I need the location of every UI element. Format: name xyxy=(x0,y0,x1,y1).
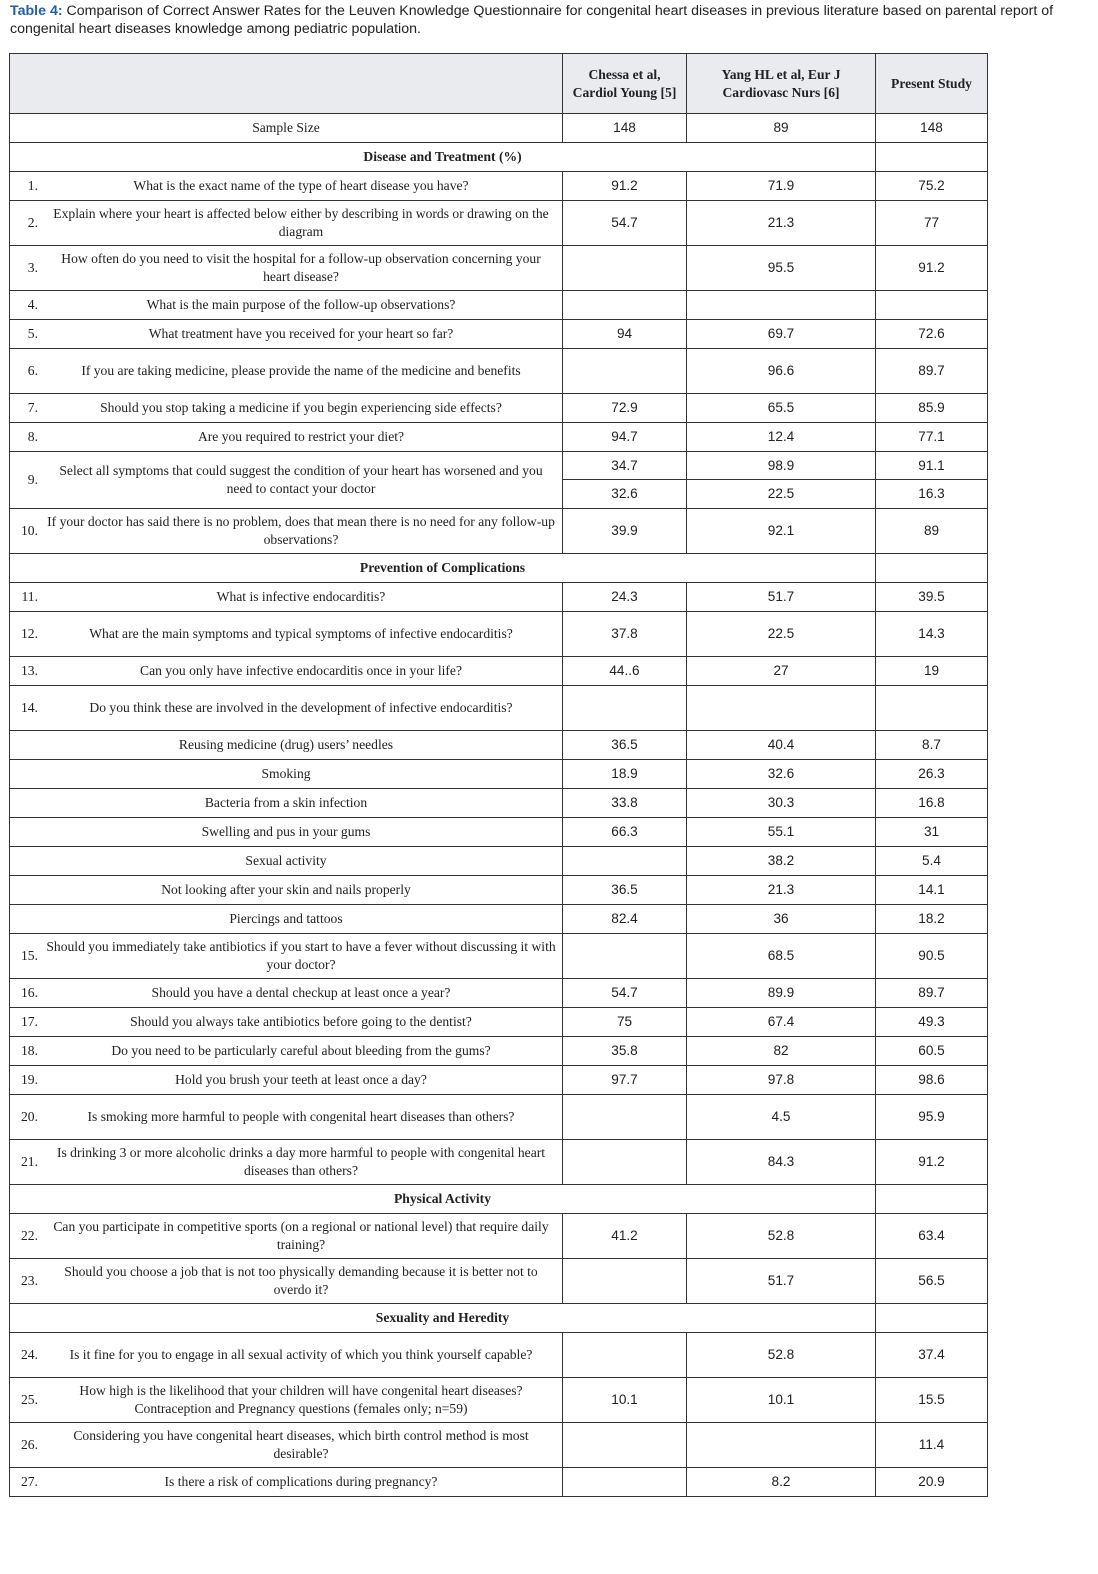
yang-value: 52.8 xyxy=(687,1214,876,1259)
table-row xyxy=(10,934,988,979)
row-label: Smoking xyxy=(261,766,311,781)
question-cell xyxy=(10,246,563,291)
present-value: 8.7 xyxy=(876,731,988,760)
chessa-value: 18.9 xyxy=(563,760,687,789)
present-value: 26.3 xyxy=(876,760,988,789)
chessa-value xyxy=(563,246,687,291)
question-cell xyxy=(10,905,563,934)
chessa-value: 75 xyxy=(563,1008,687,1037)
chessa-value: 41.2 xyxy=(563,1214,687,1259)
section-heading: Physical Activity xyxy=(10,1185,876,1214)
chessa-value xyxy=(563,1259,687,1304)
header-chessa: Chessa et al, Cardiol Young [5] xyxy=(563,54,687,114)
table-row xyxy=(10,657,988,686)
question-text: How high is the likelihood that your children will have congenital heart diseases? Contraception and Pregnancy questions (females only; n=59) xyxy=(79,1383,523,1416)
table-row xyxy=(10,1423,988,1468)
section-heading: Prevention of Complications xyxy=(10,554,876,583)
section-blank-cell xyxy=(876,143,988,172)
question-cell xyxy=(10,1008,563,1037)
question-text: Is drinking 3 or more alcoholic drinks a day more harmful to people with congenital heart diseases than others? xyxy=(56,1145,546,1178)
question-cell xyxy=(10,731,563,760)
yang-value: 55.1 xyxy=(687,818,876,847)
question-cell xyxy=(10,1378,563,1423)
chessa-value xyxy=(563,847,687,876)
yang-value: 69.7 xyxy=(687,320,876,349)
question-number: 27. xyxy=(21,1474,38,1489)
question-number: 18. xyxy=(21,1043,38,1058)
yang-value: 51.7 xyxy=(687,1259,876,1304)
question-cell xyxy=(10,201,563,246)
row-label: Reusing medicine (drug) users’ needles xyxy=(178,737,394,752)
chessa-value xyxy=(563,349,687,394)
table-row xyxy=(10,1066,988,1095)
question-block xyxy=(16,513,556,549)
table-row xyxy=(10,731,988,760)
present-value: 91.2 xyxy=(876,1140,988,1185)
question-text: Is there a risk of complications during pregnancy? xyxy=(164,1474,438,1489)
present-value: 90.5 xyxy=(876,934,988,979)
chessa-value: 37.8 xyxy=(563,612,687,657)
row-label: Swelling and pus in your gums xyxy=(201,824,371,839)
yang-value: 22.5 xyxy=(687,612,876,657)
present-value: 91.1 xyxy=(876,452,988,480)
present-value: 49.3 xyxy=(876,1008,988,1037)
question-text: Do you think these are involved in the development of infective endocarditis? xyxy=(89,700,513,715)
table-header-row xyxy=(10,54,988,114)
table-row xyxy=(10,349,988,394)
yang-value: 27 xyxy=(687,657,876,686)
present-value: 20.9 xyxy=(876,1468,988,1497)
section-blank-cell xyxy=(876,1304,988,1333)
question-number: 22. xyxy=(21,1228,38,1243)
question-block xyxy=(16,177,556,195)
section-blank-cell xyxy=(876,1185,988,1214)
question-text: What is the main purpose of the follow-up observations? xyxy=(146,297,456,312)
question-cell xyxy=(10,423,563,452)
present-value: 89.7 xyxy=(876,979,988,1008)
question-text: Select all symptoms that could suggest the condition of your heart has worsened and you need to contact your doctor xyxy=(59,463,543,496)
question-number: 21. xyxy=(21,1154,38,1169)
question-block xyxy=(16,250,556,286)
present-value: 60.5 xyxy=(876,1037,988,1066)
yang-value xyxy=(687,1423,876,1468)
question-block xyxy=(16,1144,556,1180)
question-cell xyxy=(10,1140,563,1185)
present-value: 89.7 xyxy=(876,349,988,394)
table-row xyxy=(10,789,988,818)
table-row xyxy=(10,394,988,423)
question-cell xyxy=(10,1259,563,1304)
question-number: 4. xyxy=(27,297,38,312)
yang-value: 92.1 xyxy=(687,509,876,554)
question-number: 9. xyxy=(27,472,38,487)
present-value: 16.8 xyxy=(876,789,988,818)
question-number: 2. xyxy=(27,215,38,230)
chessa-value: 36.5 xyxy=(563,876,687,905)
table-row xyxy=(10,905,988,934)
question-text: Should you have a dental checkup at least once a year? xyxy=(151,985,451,1000)
question-cell xyxy=(10,583,563,612)
question-block xyxy=(16,1382,556,1418)
chessa-value xyxy=(563,1333,687,1378)
chessa-value xyxy=(563,1095,687,1140)
chessa-value xyxy=(563,1468,687,1497)
question-cell xyxy=(10,818,563,847)
chessa-value: 36.5 xyxy=(563,731,687,760)
question-cell xyxy=(10,1423,563,1468)
chessa-value: 66.3 xyxy=(563,818,687,847)
row-label: Sample Size xyxy=(252,120,320,135)
yang-value: 21.3 xyxy=(687,201,876,246)
question-text: Can you only have infective endocarditis once in your life? xyxy=(140,663,462,678)
question-block xyxy=(16,662,556,680)
present-value: 72.6 xyxy=(876,320,988,349)
present-value: 77.1 xyxy=(876,423,988,452)
question-cell xyxy=(10,452,563,509)
question-text: Explain where your heart is affected below either by describing in words or drawing on the diagram xyxy=(53,206,549,239)
table-caption-label: Table 4: xyxy=(10,3,63,19)
chessa-value xyxy=(563,291,687,320)
question-text: Hold you brush your teeth at least once a day? xyxy=(175,1072,427,1087)
question-cell xyxy=(10,291,563,320)
chessa-value: 54.7 xyxy=(563,201,687,246)
question-block xyxy=(16,296,556,314)
present-value: 37.4 xyxy=(876,1333,988,1378)
section-row xyxy=(10,1304,988,1333)
question-block xyxy=(16,1346,556,1364)
question-number: 5. xyxy=(27,326,38,341)
table-row xyxy=(10,1008,988,1037)
table-row xyxy=(10,172,988,201)
present-value: 75.2 xyxy=(876,172,988,201)
section-heading: Disease and Treatment (%) xyxy=(10,143,876,172)
present-value: 148 xyxy=(876,114,988,143)
question-number: 10. xyxy=(21,523,38,538)
question-cell xyxy=(10,979,563,1008)
table-row xyxy=(10,979,988,1008)
chessa-value xyxy=(563,1423,687,1468)
present-value: 63.4 xyxy=(876,1214,988,1259)
present-value: 77 xyxy=(876,201,988,246)
question-block xyxy=(16,938,556,974)
question-number: 6. xyxy=(27,363,38,378)
question-text: Should you always take antibiotics before going to the dentist? xyxy=(130,1014,472,1029)
question-block xyxy=(16,1013,556,1031)
table-row xyxy=(10,876,988,905)
section-heading: Sexuality and Heredity xyxy=(10,1304,876,1333)
present-value xyxy=(876,291,988,320)
present-value: 39.5 xyxy=(876,583,988,612)
question-text: If your doctor has said there is no problem, does that mean there is no need for any follow-up observations? xyxy=(47,514,555,547)
yang-value: 71.9 xyxy=(687,172,876,201)
chessa-value: 72.9 xyxy=(563,394,687,423)
question-text: Should you stop taking a medicine if you begin experiencing side effects? xyxy=(100,400,502,415)
question-cell xyxy=(10,1333,563,1378)
question-cell xyxy=(10,114,563,143)
present-value: 16.3 xyxy=(876,480,988,509)
question-number: 1. xyxy=(27,178,38,193)
question-cell xyxy=(10,934,563,979)
present-value: 5.4 xyxy=(876,847,988,876)
question-cell xyxy=(10,612,563,657)
chessa-value: 148 xyxy=(563,114,687,143)
row-label: Bacteria from a skin infection xyxy=(204,795,368,810)
yang-value: 89.9 xyxy=(687,979,876,1008)
question-number: 14. xyxy=(21,700,38,715)
table-row xyxy=(10,201,988,246)
yang-value xyxy=(687,686,876,731)
question-text: Is it fine for you to engage in all sexual activity of which you think yourself capable? xyxy=(69,1347,533,1362)
present-value: 31 xyxy=(876,818,988,847)
question-text: How often do you need to visit the hospital for a follow-up observation concerning your heart disease? xyxy=(61,251,541,284)
yang-value: 22.5 xyxy=(687,480,876,509)
question-text: If you are taking medicine, please provide the name of the medicine and benefits xyxy=(81,363,521,378)
present-value: 14.1 xyxy=(876,876,988,905)
yang-value: 38.2 xyxy=(687,847,876,876)
yang-value xyxy=(687,291,876,320)
question-cell xyxy=(10,509,563,554)
yang-value: 30.3 xyxy=(687,789,876,818)
question-number: 11. xyxy=(21,589,38,604)
table-row xyxy=(10,583,988,612)
yang-value: 8.2 xyxy=(687,1468,876,1497)
question-number: 19. xyxy=(21,1072,38,1087)
question-block xyxy=(16,1218,556,1254)
table-row xyxy=(10,452,988,480)
table-row xyxy=(10,1140,988,1185)
chessa-value: 33.8 xyxy=(563,789,687,818)
question-text: Should you choose a job that is not too physically demanding because it is better not to overdo it? xyxy=(64,1264,538,1297)
yang-value: 10.1 xyxy=(687,1378,876,1423)
question-number: 13. xyxy=(21,663,38,678)
yang-value: 4.5 xyxy=(687,1095,876,1140)
question-cell xyxy=(10,657,563,686)
question-cell xyxy=(10,847,563,876)
row-label: Sexual activity xyxy=(245,853,327,868)
chessa-value: 94 xyxy=(563,320,687,349)
chessa-value: 24.3 xyxy=(563,583,687,612)
question-block xyxy=(16,699,556,717)
table-row xyxy=(10,423,988,452)
question-cell xyxy=(10,1214,563,1259)
header-present-study: Present Study xyxy=(876,54,988,114)
table-row xyxy=(10,1037,988,1066)
question-number: 24. xyxy=(21,1347,38,1362)
chessa-value: 94.7 xyxy=(563,423,687,452)
chessa-value: 82.4 xyxy=(563,905,687,934)
question-cell xyxy=(10,1066,563,1095)
question-cell xyxy=(10,172,563,201)
row-label: Piercings and tattoos xyxy=(229,911,343,926)
question-text: Are you required to restrict your diet? xyxy=(197,429,405,444)
question-block xyxy=(16,984,556,1002)
question-block xyxy=(16,362,556,380)
yang-value: 52.8 xyxy=(687,1333,876,1378)
question-text: What is the exact name of the type of heart disease you have? xyxy=(133,178,469,193)
chessa-value xyxy=(563,934,687,979)
present-value: 14.3 xyxy=(876,612,988,657)
table-row xyxy=(10,1214,988,1259)
yang-value: 12.4 xyxy=(687,423,876,452)
table-row xyxy=(10,291,988,320)
question-block xyxy=(16,1071,556,1089)
question-number: 23. xyxy=(21,1273,38,1288)
section-row xyxy=(10,143,988,172)
yang-value: 67.4 xyxy=(687,1008,876,1037)
table-row xyxy=(10,114,988,143)
question-block xyxy=(16,205,556,241)
question-number: 25. xyxy=(21,1392,38,1407)
yang-value: 68.5 xyxy=(687,934,876,979)
table-row xyxy=(10,1468,988,1497)
table-row xyxy=(10,1333,988,1378)
question-block xyxy=(16,1108,556,1126)
yang-value: 95.5 xyxy=(687,246,876,291)
question-number: 8. xyxy=(27,429,38,444)
table-caption xyxy=(10,2,1090,38)
table-row xyxy=(10,246,988,291)
question-text: Do you need to be particularly careful about bleeding from the gums? xyxy=(111,1043,491,1058)
row-label: Not looking after your skin and nails properly xyxy=(161,882,411,897)
chessa-value: 44..6 xyxy=(563,657,687,686)
present-value: 56.5 xyxy=(876,1259,988,1304)
chessa-value: 35.8 xyxy=(563,1037,687,1066)
present-value: 91.2 xyxy=(876,246,988,291)
yang-value: 98.9 xyxy=(687,452,876,480)
question-text: What are the main symptoms and typical symptoms of infective endocarditis? xyxy=(89,626,513,641)
present-value: 89 xyxy=(876,509,988,554)
chessa-value: 34.7 xyxy=(563,452,687,480)
yang-value: 84.3 xyxy=(687,1140,876,1185)
yang-value: 82 xyxy=(687,1037,876,1066)
question-cell xyxy=(10,760,563,789)
section-row xyxy=(10,1185,988,1214)
question-cell xyxy=(10,789,563,818)
yang-value: 36 xyxy=(687,905,876,934)
chessa-value: 32.6 xyxy=(563,480,687,509)
table-caption-text: Comparison of Correct Answer Rates for the Leuven Knowledge Questionnaire for congenital heart diseases in previous literature based on parental report of congenital heart diseases knowledge among pediatric population. xyxy=(10,3,1054,37)
present-value: 18.2 xyxy=(876,905,988,934)
table-row xyxy=(10,509,988,554)
section-row xyxy=(10,554,988,583)
table-row xyxy=(10,320,988,349)
question-number: 12. xyxy=(21,626,38,641)
question-number: 7. xyxy=(27,400,38,415)
table-row xyxy=(10,760,988,789)
present-value: 98.6 xyxy=(876,1066,988,1095)
table-row xyxy=(10,612,988,657)
yang-value: 21.3 xyxy=(687,876,876,905)
table-row xyxy=(10,686,988,731)
question-cell xyxy=(10,394,563,423)
question-text: Should you immediately take antibiotics if you start to have a fever without discussing it with your doctor? xyxy=(46,939,556,972)
chessa-value: 97.7 xyxy=(563,1066,687,1095)
question-block xyxy=(16,1263,556,1299)
question-number: 26. xyxy=(21,1437,38,1452)
question-block xyxy=(16,625,556,643)
question-block xyxy=(16,588,556,606)
question-text: Is smoking more harmful to people with congenital heart diseases than others? xyxy=(87,1109,515,1124)
question-cell xyxy=(10,1095,563,1140)
question-number: 20. xyxy=(21,1109,38,1124)
question-block xyxy=(16,462,556,498)
table-row xyxy=(10,818,988,847)
question-cell xyxy=(10,1037,563,1066)
chessa-value: 10.1 xyxy=(563,1378,687,1423)
present-value: 85.9 xyxy=(876,394,988,423)
yang-value: 40.4 xyxy=(687,731,876,760)
section-blank-cell xyxy=(876,554,988,583)
question-number: 15. xyxy=(21,948,38,963)
question-block xyxy=(16,1427,556,1463)
yang-value: 65.5 xyxy=(687,394,876,423)
chessa-value xyxy=(563,686,687,731)
yang-value: 97.8 xyxy=(687,1066,876,1095)
table-body xyxy=(10,114,988,1497)
question-cell xyxy=(10,1468,563,1497)
question-block xyxy=(16,428,556,446)
yang-value: 32.6 xyxy=(687,760,876,789)
present-value: 15.5 xyxy=(876,1378,988,1423)
table-row xyxy=(10,1259,988,1304)
table-row xyxy=(10,847,988,876)
chessa-value xyxy=(563,1140,687,1185)
question-cell xyxy=(10,320,563,349)
yang-value: 96.6 xyxy=(687,349,876,394)
table-row xyxy=(10,1095,988,1140)
question-cell xyxy=(10,686,563,731)
question-cell xyxy=(10,349,563,394)
question-text: Can you participate in competitive sports (on a regional or national level) that require daily training? xyxy=(53,1219,549,1252)
present-value: 11.4 xyxy=(876,1423,988,1468)
header-blank xyxy=(10,54,563,114)
header-yang: Yang HL et al, Eur J Cardiovasc Nurs [6] xyxy=(687,54,876,114)
question-text: Considering you have congenital heart diseases, which birth control method is most desirable? xyxy=(73,1428,529,1461)
present-value: 95.9 xyxy=(876,1095,988,1140)
question-number: 16. xyxy=(21,985,38,1000)
knowledge-comparison-table xyxy=(9,53,988,1497)
question-number: 17. xyxy=(21,1014,38,1029)
question-text: What treatment have you received for your heart so far? xyxy=(148,326,454,341)
present-value: 19 xyxy=(876,657,988,686)
question-text: What is infective endocarditis? xyxy=(216,589,386,604)
table-row xyxy=(10,1378,988,1423)
question-block xyxy=(16,399,556,417)
question-block xyxy=(16,325,556,343)
yang-value: 51.7 xyxy=(687,583,876,612)
present-value xyxy=(876,686,988,731)
chessa-value: 39.9 xyxy=(563,509,687,554)
yang-value: 89 xyxy=(687,114,876,143)
chessa-value: 54.7 xyxy=(563,979,687,1008)
question-cell xyxy=(10,876,563,905)
question-number: 3. xyxy=(27,260,38,275)
question-block xyxy=(16,1042,556,1060)
chessa-value: 91.2 xyxy=(563,172,687,201)
question-block xyxy=(16,1473,556,1491)
